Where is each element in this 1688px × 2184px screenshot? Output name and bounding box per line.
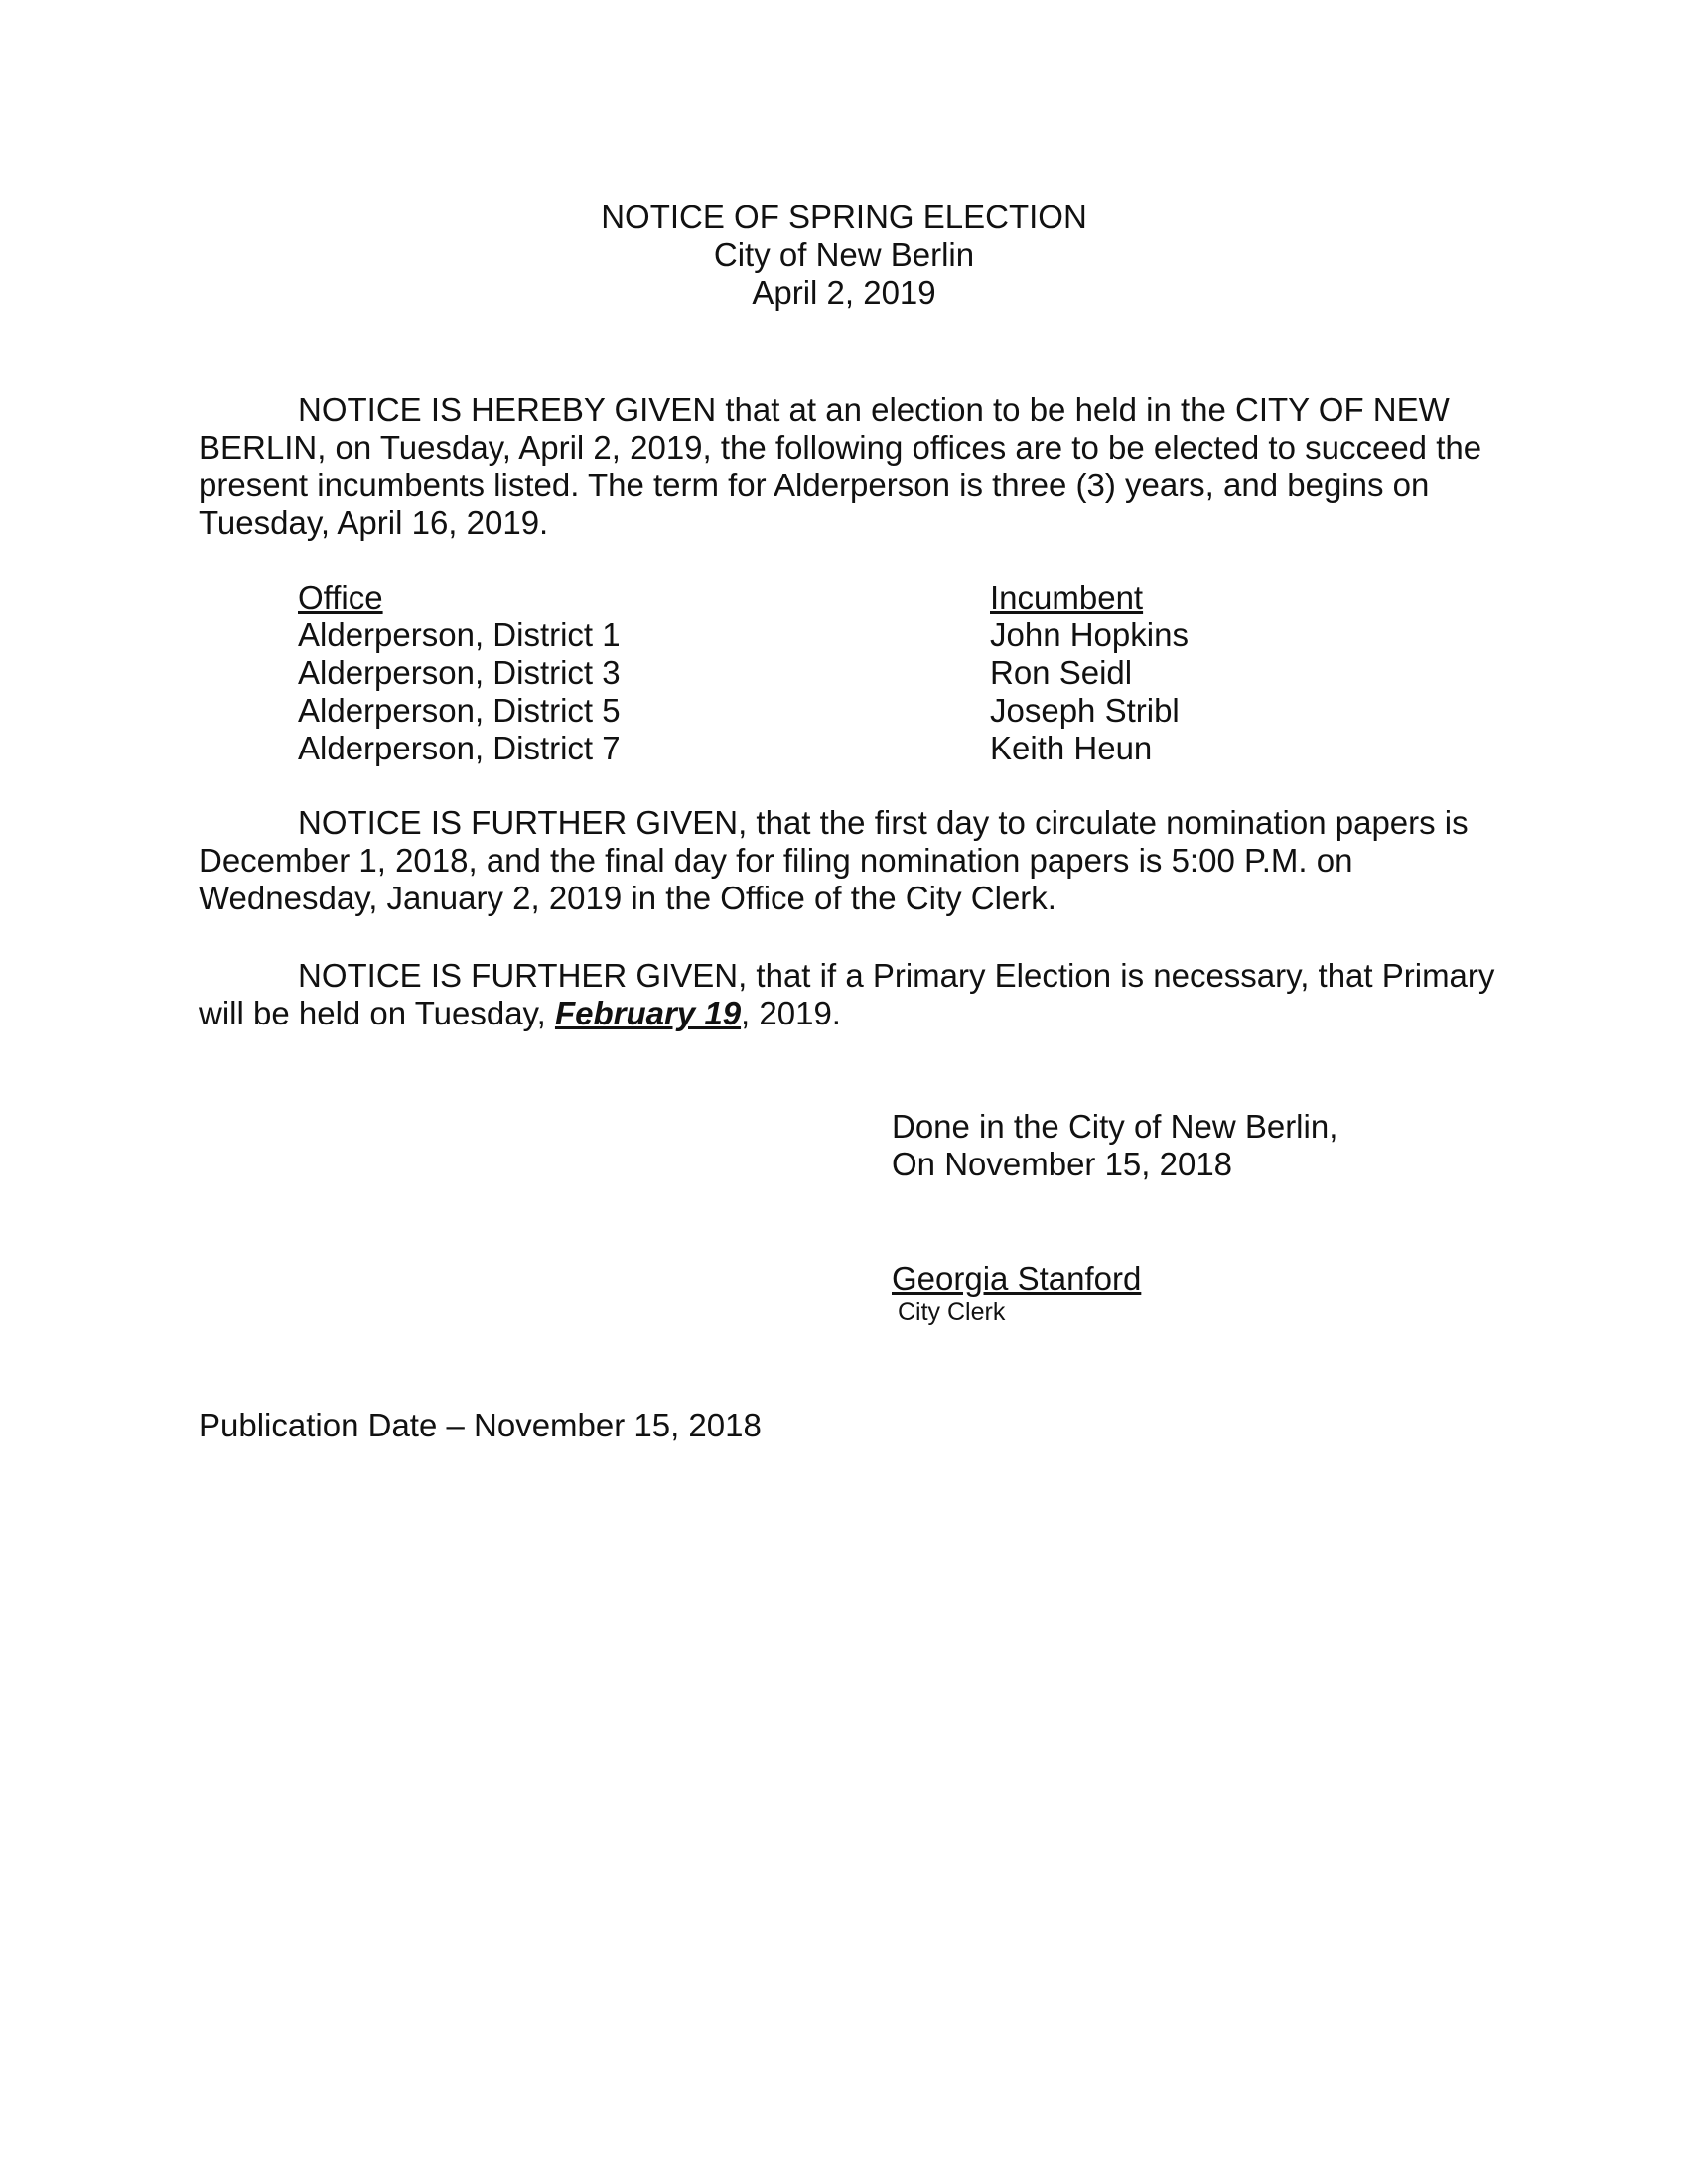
- incumbent-column-header: Incumbent: [990, 579, 1144, 615]
- notice-paragraph-1: NOTICE IS HEREBY GIVEN that at an election to be held in the CITY OF NEW BERLIN, on Tuesday, April 2, 2019, the following offices are to be elected to succeed the present incumbents listed. The term for Alderperson is three (3) years, and begins on Tuesday, April 16, 2019.: [199, 391, 1482, 541]
- publication-date: Publication Date – November 15, 2018: [199, 1407, 762, 1443]
- table-row: [298, 692, 1291, 730]
- signer-name: Georgia Stanford: [892, 1260, 1142, 1297]
- paragraph-3-text: NOTICE IS FURTHER GIVEN, that if a Primary Election is necessary, that Primary will be held on Tuesday,: [199, 957, 1495, 1031]
- office-column-header: Office: [298, 579, 383, 615]
- signature-block: [892, 1260, 1388, 1327]
- office-cell: Alderperson, District 1: [298, 616, 621, 653]
- incumbent-cell: John Hopkins: [990, 616, 1189, 653]
- document-subtitle: City of New Berlin: [713, 236, 975, 273]
- office-cell: Alderperson, District 5: [298, 692, 621, 729]
- primary-date: February 19: [554, 995, 742, 1031]
- notice-paragraph-3: [199, 957, 1499, 1032]
- document-header: [0, 199, 1688, 312]
- table-row: [298, 616, 1291, 654]
- incumbent-cell: Joseph Stribl: [990, 692, 1180, 729]
- incumbent-cell: Keith Heun: [990, 730, 1153, 766]
- notice-paragraph-2: NOTICE IS FURTHER GIVEN, that the first day to circulate nomination papers is December 1, 2018, and the final day for filing nomination papers is 5:00 P.M. on Wednesday, January 2, 2019 in the Office of the City Clerk.: [199, 804, 1469, 916]
- table-row: [298, 654, 1291, 692]
- table-row: [298, 730, 1291, 767]
- document-date: April 2, 2019: [752, 274, 936, 311]
- closing-line-1: Done in the City of New Berlin,: [892, 1108, 1338, 1145]
- closing-block: [892, 1108, 1487, 1183]
- office-cell: Alderperson, District 3: [298, 654, 621, 691]
- paragraph-3-end: , 2019.: [741, 995, 841, 1031]
- closing-line-2: On November 15, 2018: [892, 1146, 1233, 1182]
- offices-table-header: [298, 579, 1291, 616]
- office-cell: Alderperson, District 7: [298, 730, 621, 766]
- offices-table: [298, 579, 1291, 767]
- incumbent-cell: Ron Seidl: [990, 654, 1133, 691]
- document-title: NOTICE OF SPRING ELECTION: [601, 199, 1087, 235]
- signer-title: City Clerk: [898, 1298, 1006, 1326]
